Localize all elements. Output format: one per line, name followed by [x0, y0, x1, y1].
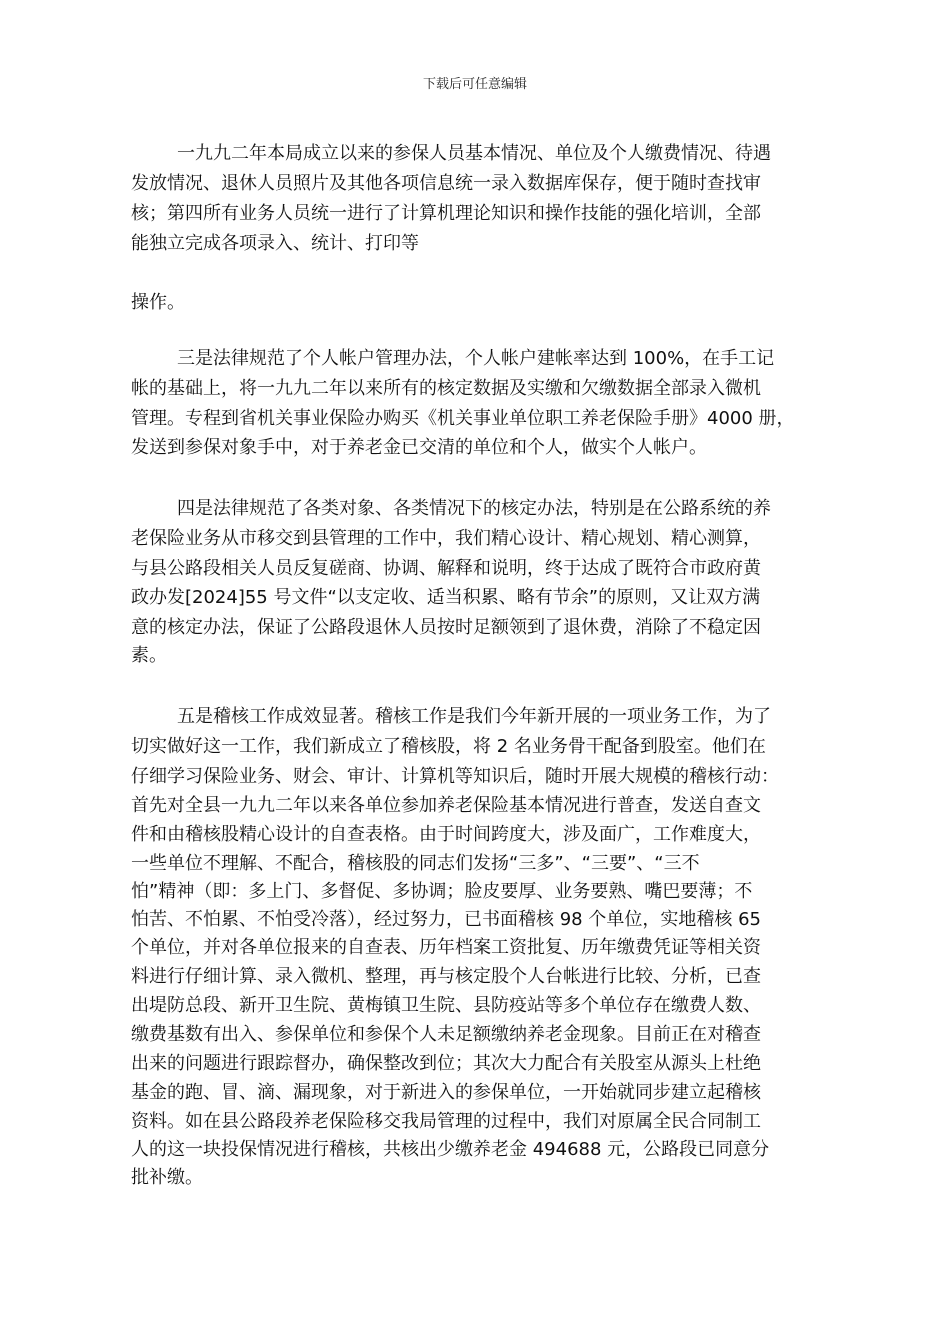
text-line: 一九九二年本局成立以来的参保人员基本情况、单位及个人缴费情况、待遇 [177, 143, 771, 164]
text-line: 料进行仔细计算、录入微机、整理，再与核定股个人台帐进行比较、分析，已查 [131, 966, 761, 987]
text-line: 五是稽核工作成效显著。稽核工作是我们今年新开展的一项业务工作，为了 [177, 706, 771, 727]
text-line: 发放情况、退休人员照片及其他各项信息统一录入数据库保存，便于随时查找审 [131, 173, 761, 194]
text-line: 三是法律规范了个人帐户管理办法，个人帐户建帐率达到 100%，在手工记 [177, 348, 775, 369]
text-line: 发送到参保对象手中，对于养老金已交清的单位和个人，做实个人帐户。 [131, 437, 707, 458]
text-line: 个单位，并对各单位报来的自查表、历年档案工资批复、历年缴费凭证等相关资 [131, 937, 761, 958]
text-line: 怕苦、不怕累、不怕受冷落），经过努力，已书面稽核 98 个单位，实地稽核 65 [131, 909, 761, 930]
text-line: 件和由稽核股精心设计的自查表格。由于时间跨度大，涉及面广，工作难度大， [131, 824, 761, 845]
text-line: 仔细学习保险业务、财会、审计、计算机等知识后，随时开展大规模的稽核行动： [131, 766, 779, 787]
text-line: 缴费基数有出入、参保单位和参保个人未足额缴纳养老金现象。目前正在对稽查 [131, 1024, 761, 1045]
page-header: 下载后可任意编辑 [422, 77, 527, 92]
text-line: 出来的问题进行跟踪督办，确保整改到位；其次大力配合有关股室从源头上杜绝 [131, 1053, 761, 1074]
text-line: 政办发[2024]55 号文件“以支定收、适当积累、略有节余”的原则，又让双方满 [131, 587, 761, 608]
text-line: 出堤防总段、新开卫生院、黄梅镇卫生院、县防疫站等多个单位存在缴费人数、 [131, 995, 761, 1016]
text-line: 怕”精神（即：多上门、多督促、多协调；脸皮要厚、业务要熟、嘴巴要薄；不 [131, 881, 753, 902]
text-line: 核；第四所有业务人员统一进行了计算机理论知识和操作技能的强化培训，全部 [131, 203, 761, 224]
text-line: 首先对全县一九九二年以来各单位参加养老保险基本情况进行普查，发送自查文 [131, 795, 761, 816]
text-line: 一些单位不理解、不配合，稽核股的同志们发扬“三多”、“三要”、“三不 [131, 853, 700, 874]
text-line: 帐的基础上，将一九九二年以来所有的核定数据及实缴和欠缴数据全部录入微机 [131, 378, 761, 399]
text-line: 人的这一块投保情况进行稽核，共核出少缴养老金 494688 元，公路段已同意分 [131, 1139, 770, 1160]
text-line: 批补缴。 [131, 1167, 203, 1188]
text-line: 四是法律规范了各类对象、各类情况下的核定办法，特别是在公路系统的养 [177, 498, 771, 519]
text-line: 与县公路段相关人员反复磋商、协调、解释和说明，终于达成了既符合市政府黄 [131, 558, 761, 579]
text-line: 管理。专程到省机关事业保险办购买《机关事业单位职工养老保险手册》4000 册， [131, 408, 795, 429]
text-line: 切实做好这一工作，我们新成立了稽核股，将 2 名业务骨干配备到股室。他们在 [131, 736, 766, 757]
text-line: 基金的跑、冒、滴、漏现象，对于新进入的参保单位，一开始就同步建立起稽核 [131, 1082, 761, 1103]
text-line: 素。 [131, 645, 167, 666]
text-line: 老保险业务从市移交到县管理的工作中，我们精心设计、精心规划、精心测算， [131, 528, 761, 549]
text-line: 资料。如在县公路段养老保险移交我局管理的过程中，我们对原属全民合同制工 [131, 1111, 761, 1132]
text-line: 操作。 [131, 292, 185, 313]
text-line: 能独立完成各项录入、统计、打印等 [131, 233, 419, 254]
text-line: 意的核定办法，保证了公路段退休人员按时足额领到了退休费，消除了不稳定因 [131, 617, 761, 638]
